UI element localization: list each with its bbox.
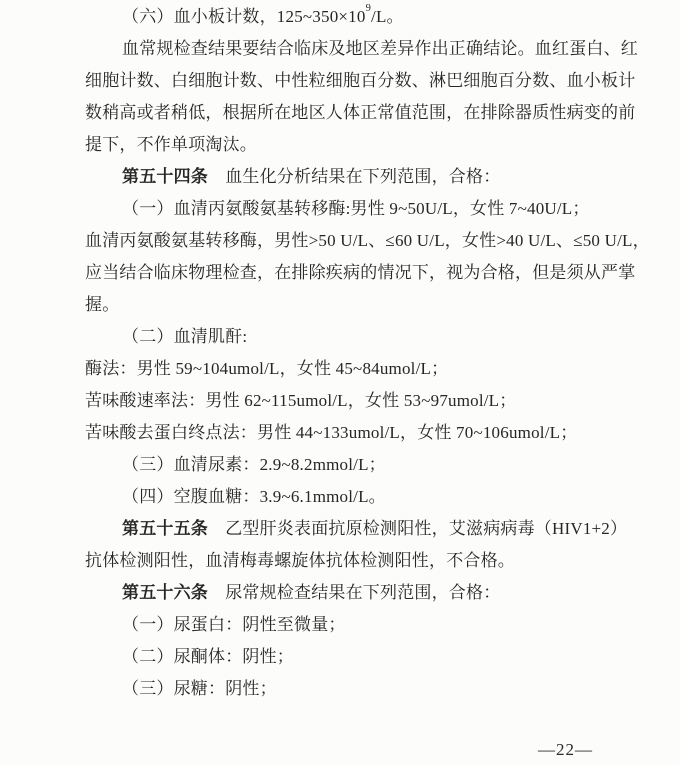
document-line <box>85 129 630 161</box>
article-heading: 第五十四条 <box>122 167 208 186</box>
text-segment: 血常规检查结果要结合临床及地区差异作出正确结论。血红蛋白、红 <box>122 39 638 58</box>
text-segment: （六）血小板计数，125~350×10 <box>122 7 366 26</box>
document-line <box>85 641 630 673</box>
text-segment: 提下，不作单项淘汰。 <box>85 135 257 154</box>
document-line <box>85 577 630 609</box>
text-segment: 细胞计数、白细胞计数、中性粒细胞百分数、淋巴细胞百分数、血小板计 <box>85 71 636 90</box>
text-segment: （二）血清肌酐: <box>122 327 248 346</box>
text-segment: （四）空腹血糖：3.9~6.1mmol/L。 <box>122 487 386 506</box>
text-segment: 尿常规检查结果在下列范围，合格： <box>208 583 501 602</box>
text-segment: 数稍高或者稍低，根据所在地区人体正常值范围，在排除器质性病变的前 <box>85 103 636 122</box>
text-segment: （二）尿酮体：阴性； <box>122 647 294 666</box>
text-segment: 血清丙氨酸氨基转移酶，男性>50 U/L、≤60 U/L，女性>40 U/L、≤50 U/L， <box>85 231 650 250</box>
text-segment: 乙型肝炎表面抗原检测阳性，艾滋病病毒（HIV1+2） <box>208 519 628 538</box>
text-segment: 苦味酸速率法：男性 62~115umol/L，女性 53~97umol/L； <box>85 391 517 410</box>
document-line <box>85 385 630 417</box>
document-line <box>85 225 650 257</box>
text-segment: 抗体检测阳性，血清梅毒螺旋体抗体检测阳性，不合格。 <box>85 551 515 570</box>
document-line <box>85 449 630 481</box>
text-segment: （三）血清尿素：2.9~8.2mmol/L； <box>122 455 386 474</box>
document-line <box>85 513 630 545</box>
document-line <box>85 161 630 193</box>
document-body <box>85 1 650 705</box>
document-line <box>85 65 636 97</box>
text-segment: （三）尿糖：阴性； <box>122 679 277 698</box>
document-line <box>85 609 630 641</box>
document-line <box>85 545 630 577</box>
document-line <box>85 257 636 289</box>
article-heading: 第五十六条 <box>122 583 208 602</box>
text-segment: 血生化分析结果在下列范围，合格： <box>208 167 501 186</box>
document-line <box>85 1 630 33</box>
document-line <box>85 33 638 65</box>
document-line <box>85 193 630 225</box>
document-line <box>85 417 630 449</box>
document-line <box>85 289 630 321</box>
page-number: —22— <box>538 740 593 759</box>
article-heading: 第五十五条 <box>122 519 208 538</box>
document-line <box>85 97 636 129</box>
document-line <box>85 353 630 385</box>
text-segment: （一）血清丙氨酸氨基转移酶:男性 9~50U/L，女性 7~40U/L； <box>122 199 590 218</box>
text-segment: 握。 <box>85 295 120 314</box>
document-line <box>85 481 630 513</box>
text-segment: 应当结合临床物理检查，在排除疾病的情况下，视为合格，但是须从严掌 <box>85 263 636 282</box>
text-segment: 酶法：男性 59~104umol/L，女性 45~84umol/L； <box>85 359 449 378</box>
superscript-exponent: 9 <box>365 2 372 14</box>
text-segment: （一）尿蛋白：阴性至微量； <box>122 615 346 634</box>
text-segment: 苦味酸去蛋白终点法：男性 44~133umol/L，女性 70~106umol/L； <box>85 423 578 442</box>
document-line <box>85 673 630 705</box>
text-segment: /L。 <box>371 7 404 26</box>
document-line <box>85 321 630 353</box>
